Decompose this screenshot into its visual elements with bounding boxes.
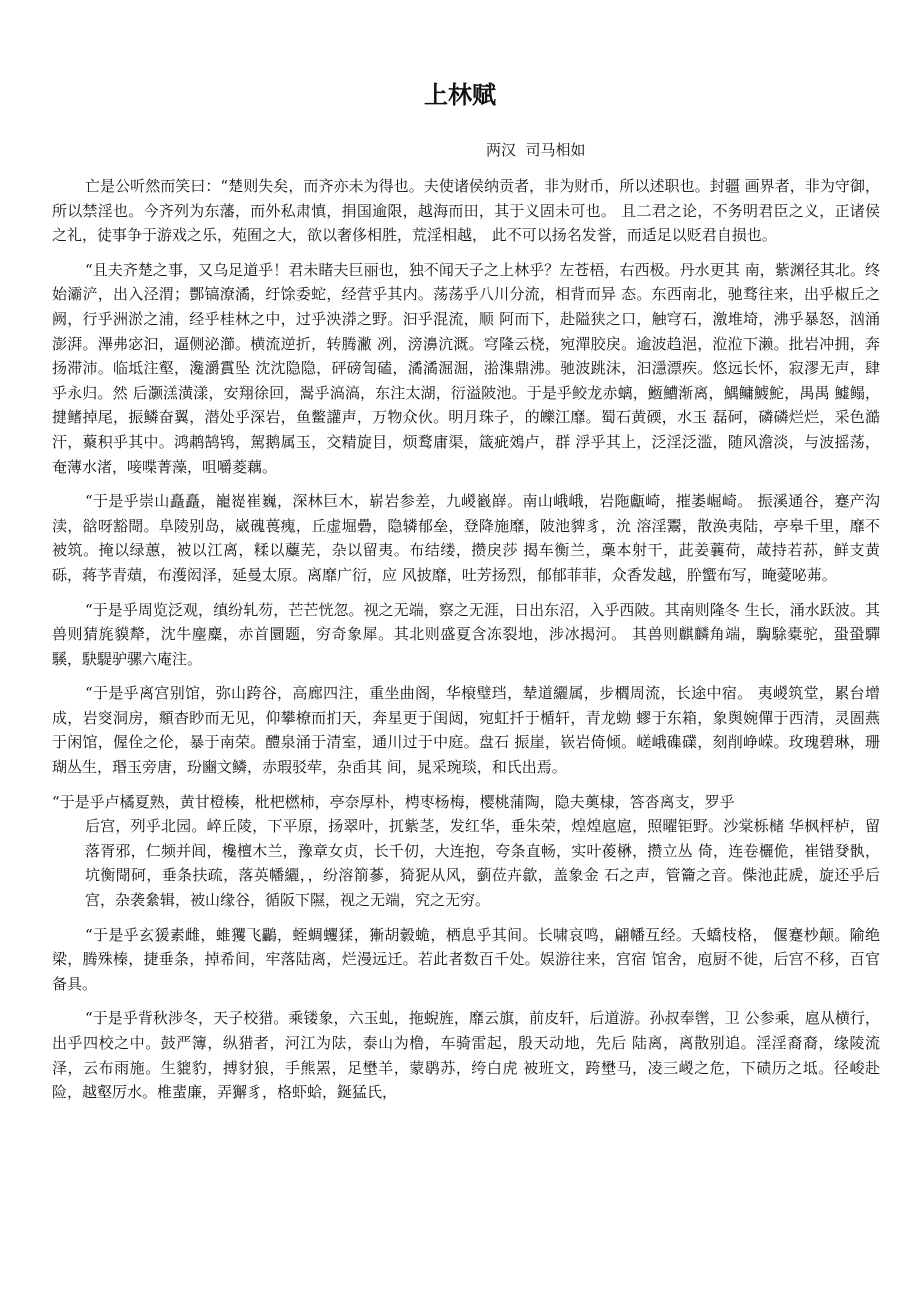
paragraph: 亡是公听然而笑曰：“楚则失矣，而齐亦未为得也。夫使诸侯纳贡者，非为财币，所以述职也。封疆 画界者，非为守御，所以禁淫也。今齐列为东藩，而外私肃慎，捐国逾限，越海而田，其于义固未可也。 且二君之论，不务明君臣之义，正诸侯之礼，徒事争于游戏之乐，苑囿之大，欲以奢侈相胜，荒淫相越， 此不可以扬名发誉，而适足以贬君自损也。 [52, 177, 880, 245]
paragraph: “于是乎背秋涉冬，天子校猎。乘镂象，六玉虬，拖蜺旌，靡云旗，前皮轩，后道游。孙叔奉辔，卫 公参乘，扈从横行，出乎四校之中。鼓严簿，纵猎者，河江为阹，泰山为橹，车骑雷起，殷天动地，先后 陆离，离散别追。淫淫裔裔，缘陵流泽，云布雨施。生貔豹，搏豺狼，手熊罴，足壄羊，蒙鹖苏，绔白虎 被班文，跨壄马，凌三嵕之危，下碛历之坻。径峻赴险，越壑厉水。椎蜚廉，弄獬豸，格虾蛤，鋋猛氏， [52, 1009, 880, 1102]
paragraph: “于是乎离宫别馆，弥山跨谷，高廊四注，重坐曲阁，华榱璧珰，辇道纚属，步櫩周流，长途中宿。 夷嵕筑堂，累台增成，岩窔洞房，頫杳眇而无见，仰攀橑而扪天，奔星更于闺闼，宛虹扦于楯轩，青龙蚴 蟉于东箱，象舆婉僤于西清，灵圄燕于闲馆，偓佺之伦，暴于南荣。醴泉涌于清室，通川过于中庭。盘石 振崖，嵚岩倚倾。嵯峨磼礏，刻削峥嵘。玫瑰碧琳，珊瑚丛生，瑉玉旁唐，玢豳文鳞，赤瑕驳荦，杂臿其 间，晁采琬琰，和氏出焉。 [52, 684, 880, 777]
paragraph: “于是乎玄猨素雌，蜼玃飞鸓，蛭蜩蠼猱，獑胡豰蛫，栖息乎其间。长啸哀鸣，翩幡互经。夭蟜枝格， 偃蹇杪颠。隃绝梁，腾殊榛，捷垂条，掉希间，牢落陆离，烂漫远迁。若此者数百千处。娱游往来，宫宿 馆舍，庖厨不徙，后宫不移，百官备具。 [52, 925, 880, 993]
paragraph: “于是乎崇山矗矗，巃嵸崔巍，深林巨木，崭岩参差，九嵕巀嶭。南山峨峨，岩陁甗崎，摧崣崛崎。 振溪通谷，蹇产沟渎，谽呀豁閜。阜陵别岛，崴磈葨瘣，丘虚堀礨，隐辚郁垒，登降施靡，陂池貏豸，沇 溶淫鬻，散涣夷陆，亭皋千里，靡不被筑。掩以绿蕙，被以江离，糅以蘪芜，杂以留夷。布结缕，攒戾莎 揭车衡兰，稾本射干，茈姜蘘荷，葴持若荪，鲜支黄砾，蒋芧青薠，布濩闳泽，延曼太原。离靡广衍，应 风披靡，吐芳扬烈，郁郁菲菲，众香发越，肸蠁布写，晻薆咇茀。 [52, 492, 880, 584]
paragraph: “于是乎周览泛观，缜纷轧芴，芒芒恍忽。视之无端，察之无涯，日出东沼，入乎西陂。其南则隆冬 生长，涌水跃波。其兽则猜旄貘犛，沈牛麈麋，赤首圜题，穷奇象犀。其北则盛夏含冻裂地，涉冰揭河。 其兽则麒麟角端，騊駼橐驼，蛩蛩驒騱，駃騠驴骡六庵注。 [52, 600, 880, 668]
document-body [52, 174, 880, 1115]
paragraph: “于是乎卢橘夏熟，黄甘橙楱，枇杷橪柿，亭奈厚朴，梬枣杨梅，樱桃蒲陶，隐夫薁棣，答沓离支，罗乎 [52, 792, 735, 811]
paragraph: 后宫，列乎北园。崪丘陵，下平原，扬翠叶，扤紫茎，发红华，垂朱荣，煌煌扈扈，照曜钜野。沙棠栎槠 华枫枰栌，留落胥邪，仁频并闾，欃檀木兰，豫章女贞，长千仞，大连抱，夸条直畅，实叶葰楙，攒立丛 倚，连卷欐佹，崔错癹骫，坑衡閜砢，垂条扶疏，落英幡纚，，纷溶箾蔘，猗狔从风，藰莅卉歙，盖象金 石之声，管籥之音。偨池茈虒，旋还乎后宫，杂袭絫辑，被山缘谷，循阪下隰，视之无端，究之无穷。 [85, 817, 880, 910]
paragraph: “且夫齐楚之事，又乌足道乎！君未睹夫巨丽也，独不闻天子之上林乎？左苍梧，右西极。丹水更其 南，紫渊径其北。终始灞浐，出入泾渭；酆镐潦潏，纡馀委蛇，经营乎其内。荡荡乎八川分流，相背而异 态。东西南北，驰骛往来，出乎椒丘之阙，行乎洲淤之浦，经乎桂林之中，过乎泱漭之野。汩乎混流，顺 阿而下，赴隘狭之口，触穹石，激堆埼，沸乎暴怒，汹涌澎湃。滭弗宓汩，逼侧泌瀄。横流逆折，转腾潎 冽，滂濞沆溉。穹隆云桡，宛潬胶戾。逾波趋浥，涖涖下濑。批岩冲拥，奔扬滞沛。临坻注壑，瀺灂霣坠 沈沈隐隐，砰磅訇磕，潏潏淈淈，湁潗鼎沸。驰波跳沫，汩濦漂疾。悠远长怀，寂漻无声，肆乎永归。然 后灏溔潢漾，安翔徐回，翯乎滈滈，东注太湖，衍溢陂池。于是乎鲛龙赤螭，䱭鰽渐离，鰅鳙鰬鮀，禺禺 鱋鳎，揵鳍掉尾，振鳞奋翼，潜处乎深岩，鱼鳖讙声，万物众伙。明月珠子，的皪江靡。蜀石黄碝，水玉 磊砢，磷磷烂烂，采色澔汗，藂积乎其中。鸿鹔鹄鸨，駕鹅属玉，交精旋目，烦鹜庸渠，箴疵鵁卢，群 浮乎其上，泛淫泛滥，随风澹淡，与波摇荡，奄薄水渚，唼喋菁藻，咀嚼菱藕。 [52, 260, 880, 476]
document-title: 上林赋 [424, 81, 496, 109]
document-byline: 两汉 司马相如 [486, 141, 586, 159]
